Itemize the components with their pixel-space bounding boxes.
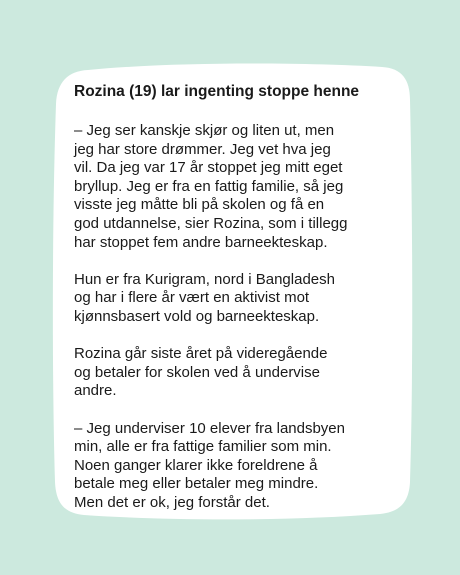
article-paragraph: – Jeg underviser 10 elever fra landsbyen min, alle er fra fattige familier som min. Noen ganger klarer ikke foreldrene å betale meg eller betaler meg mindre. Men det er ok, jeg forstår det. [74, 419, 345, 511]
article-paragraph: Rozina går siste året på videregående og betaler for skolen ved å undervise andre. [74, 345, 328, 400]
article-headline: Rozina (19) lar ingenting stoppe henne [74, 83, 360, 100]
article-text-block [74, 82, 404, 531]
article-paragraph: – Jeg ser kanskje skjør og liten ut, men jeg har store drømmer. Jeg vet hva jeg vil. Da jeg var 17 år stoppet jeg mitt eget bryllup. Jeg er fra en fattig familie, så jeg visste jeg måtte bli på skolen og få en god utdannelse, sier Rozina, som i tillegg har stoppet fem andre barneekteskap. [74, 122, 348, 251]
article-paragraph: Hun er fra Kurigram, nord i Bangladesh og har i flere år vært en aktivist mot kjønnsbasert vold og barneekteskap. [74, 270, 335, 325]
